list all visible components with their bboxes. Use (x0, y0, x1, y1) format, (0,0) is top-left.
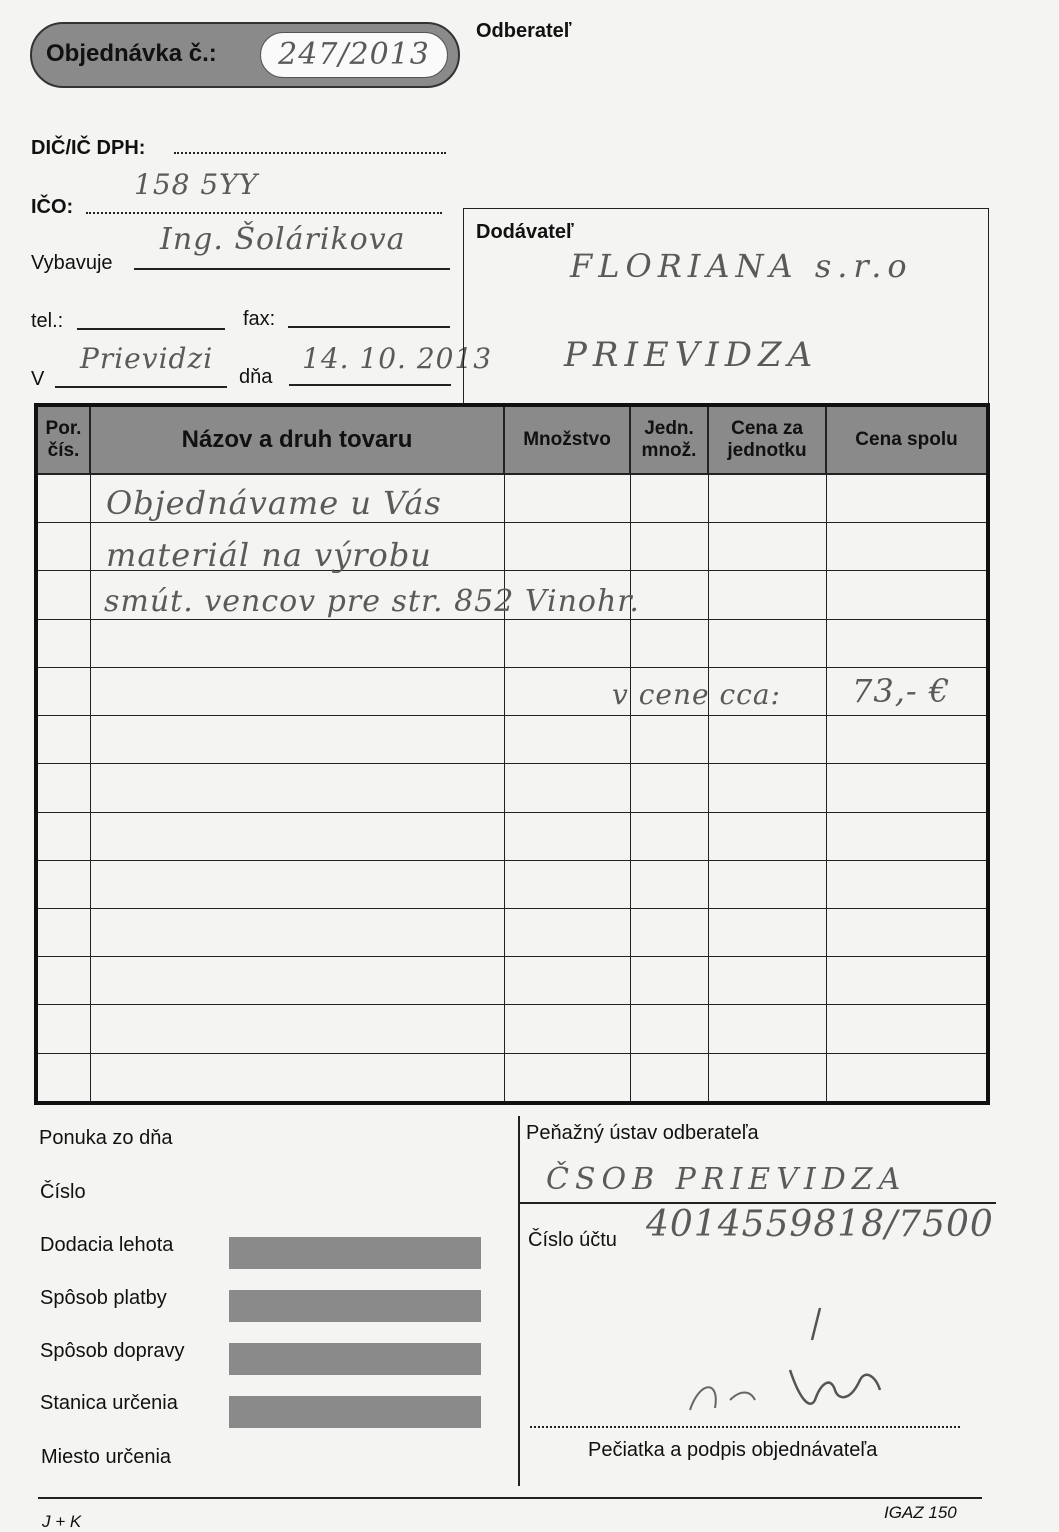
fax-label: fax: (243, 308, 276, 330)
order-label: Objednávka č.: (46, 40, 217, 67)
item-line-1: Objednávame u Vás (106, 484, 442, 522)
header-name: Názov a druh tovaru (90, 405, 504, 474)
footer-divider (518, 1116, 520, 1486)
transport-method-field[interactable] (229, 1343, 481, 1375)
supplier-city: PRIEVIDZA (564, 335, 819, 375)
signature-image (660, 1290, 960, 1430)
price-note: v cene cca: (612, 678, 781, 711)
tel-field[interactable] (77, 312, 225, 330)
account-value: 4014559818/7500 (646, 1204, 994, 1245)
order-number[interactable]: 247/2013 (260, 32, 448, 78)
table-row (36, 957, 988, 1005)
handled-by-value: Ing. Šolárikova (160, 222, 406, 257)
number-label: Číslo (40, 1181, 86, 1203)
header-unit: Jedn. množ. (630, 405, 708, 474)
signature-label: Pečiatka a podpis objednávateľa (588, 1439, 878, 1461)
table-row (36, 619, 988, 667)
header-num: Por. čís. (36, 405, 90, 474)
ico-value: 158 5YY (134, 168, 259, 201)
payment-method-label: Spôsob platby (40, 1287, 167, 1309)
order-number-badge (30, 22, 460, 88)
header-total: Cena spolu (826, 405, 988, 474)
bank-value: ČSOB PRIEVIDZA (546, 1162, 907, 1197)
header-unit-price: Cena za jednotku (708, 405, 826, 474)
table-row (36, 667, 988, 715)
supplier-label: Dodávateľ (476, 221, 574, 243)
dic-field[interactable] (174, 138, 446, 154)
table-row (36, 716, 988, 764)
tel-label: tel.: (31, 310, 64, 332)
place-value: Prievidzi (80, 342, 214, 375)
date-value: 14. 10. 2013 (302, 342, 493, 375)
item-line-2: materiál na výrobu (106, 536, 432, 574)
ico-label: IČO: (31, 196, 74, 218)
date-label: dňa (239, 366, 273, 388)
destination-station-field[interactable] (229, 1396, 481, 1428)
header-qty: Množstvo (504, 405, 630, 474)
table-row (36, 1005, 988, 1053)
place-label: V (31, 368, 45, 390)
handled-by-label: Vybavuje (31, 252, 113, 274)
supplier-name: FLORIANA s.r.o (570, 247, 913, 285)
bank-label: Peňažný ústav odberateľa (526, 1122, 759, 1144)
destination-station-label: Stanica určenia (40, 1392, 178, 1414)
payment-method-field[interactable] (229, 1290, 481, 1322)
table-row (36, 812, 988, 860)
form-code-right: IGAZ 150 (884, 1503, 957, 1522)
account-label: Číslo účtu (528, 1229, 617, 1251)
fax-field[interactable] (288, 310, 450, 328)
transport-method-label: Spôsob dopravy (40, 1340, 185, 1362)
table-row (36, 908, 988, 956)
offer-date-label: Ponuka zo dňa (39, 1127, 173, 1149)
signature-line (530, 1424, 960, 1428)
bottom-rule (38, 1497, 982, 1499)
destination-place-label: Miesto určenia (41, 1446, 172, 1468)
form-code-left: J + K (42, 1512, 82, 1531)
customer-label: Odberateľ (476, 20, 572, 42)
dic-label: DIČ/IČ DPH: (31, 137, 146, 159)
table-row (36, 1053, 988, 1103)
table-row (36, 764, 988, 812)
price-value: 73,- € (852, 672, 951, 710)
table-row (36, 860, 988, 908)
supplier-box (463, 208, 989, 404)
item-line-3: smút. vencov pre str. 852 Vinohr. (104, 584, 640, 619)
delivery-term-label: Dodacia lehota (40, 1234, 174, 1256)
delivery-term-field[interactable] (229, 1237, 481, 1269)
